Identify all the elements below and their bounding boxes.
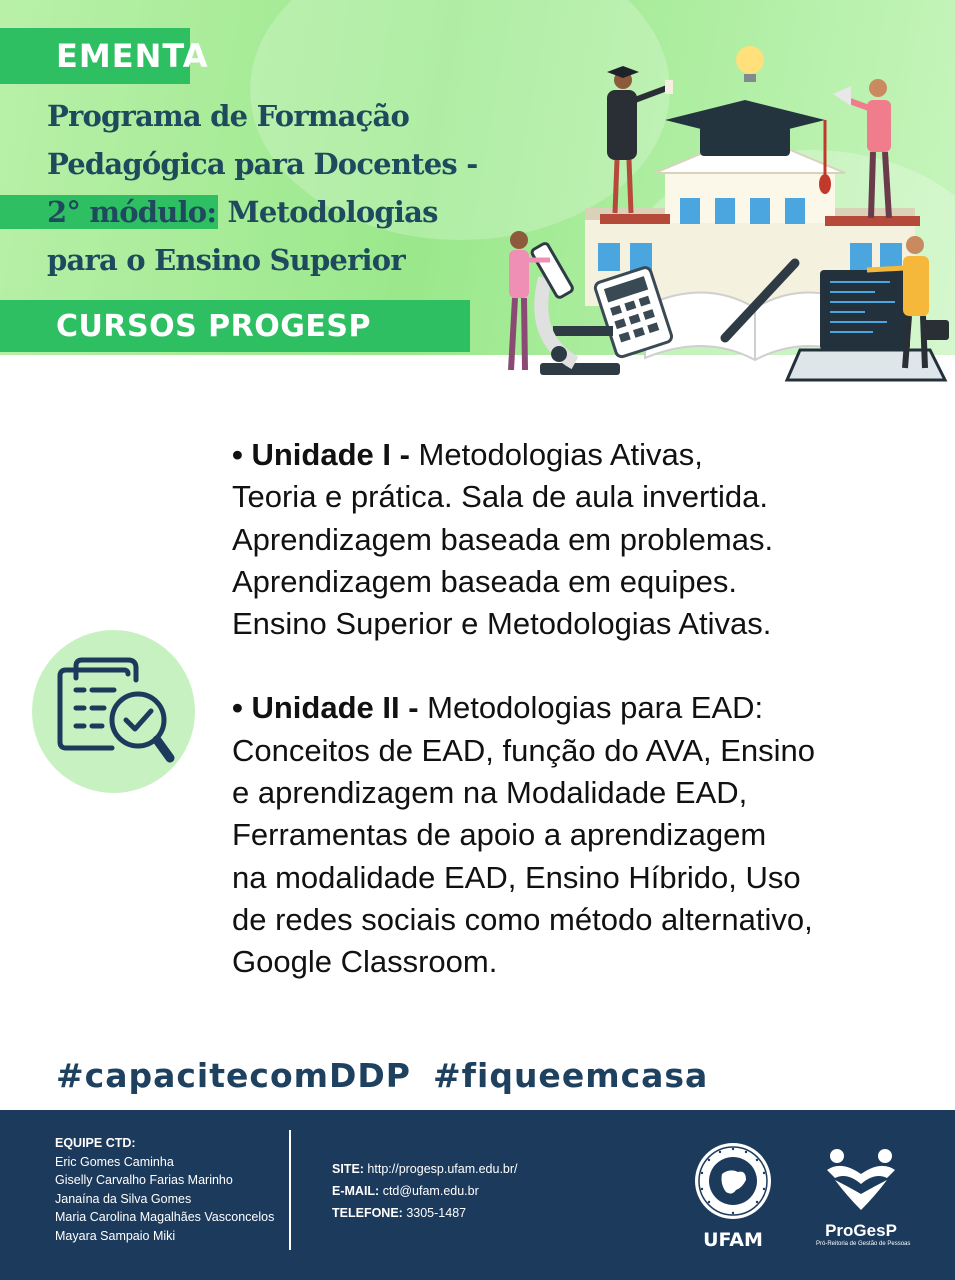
unit-1	[232, 434, 932, 645]
hashtags	[56, 1056, 708, 1095]
section-banner	[0, 300, 470, 352]
unit-text: Ferramentas de apoio a aprendizagem	[232, 817, 767, 853]
footer-divider	[289, 1130, 291, 1250]
email-link[interactable]: ctd@ufam.edu.br	[379, 1184, 479, 1198]
unit-text: Metodologias para EAD:	[418, 690, 764, 726]
hashtag: #capacitecomDDP	[56, 1056, 411, 1095]
unit-text: Aprendizagem baseada em problemas.	[232, 521, 774, 557]
unit-heading-line	[232, 687, 932, 729]
progesp-logo-icon	[821, 1140, 901, 1212]
unit-text: Teoria e prática. Sala de aula invertida.	[232, 479, 768, 515]
title-line: Programa de Formação	[47, 99, 410, 133]
team-member: Eric Gomes Caminha	[55, 1154, 174, 1169]
site-label: SITE:	[332, 1162, 364, 1176]
phone-number: 3305-1487	[402, 1206, 467, 1220]
team-member: Mayara Sampaio Miki	[55, 1228, 176, 1243]
title-line: Pedagógica para Docentes -	[47, 147, 478, 181]
team-heading: EQUIPE CTD:	[55, 1136, 136, 1150]
ufam-seal-icon	[692, 1140, 774, 1222]
site-link[interactable]: http://progesp.ufam.edu.br/	[363, 1162, 518, 1176]
progesp-name: ProGesP	[825, 1221, 897, 1240]
team-member: Giselly Carvalho Farias Marinho	[55, 1173, 233, 1188]
email-row	[332, 1180, 518, 1202]
progesp-logo	[816, 1140, 911, 1247]
team-list	[55, 1134, 274, 1246]
page-title	[47, 92, 517, 284]
section-label: CURSOS PROGESP	[56, 308, 371, 344]
contact-info	[332, 1158, 518, 1224]
unit-title: • Unidade I -	[232, 437, 410, 472]
email-label: E-MAIL:	[332, 1184, 380, 1198]
unit-text: Conceitos de EAD, função do AVA, Ensino	[232, 732, 816, 768]
site-row	[332, 1158, 518, 1180]
ementa-badge	[0, 28, 209, 84]
team-member: Maria Carolina Magalhães Vasconcelos	[55, 1210, 275, 1225]
ufam-logo	[692, 1140, 774, 1251]
phone-label: TELEFONE:	[332, 1206, 403, 1220]
unit-title: • Unidade II -	[232, 690, 419, 726]
footer	[0, 1110, 955, 1280]
title-line: para o Ensino Superior	[47, 243, 405, 277]
team-member: Janaína da Silva Gomes	[55, 1191, 192, 1206]
units-list	[232, 434, 932, 1026]
unit-text: na modalidade EAD, Ensino Híbrido, Uso	[232, 859, 801, 895]
hashtag: #fiqueemcasa	[433, 1056, 709, 1095]
progesp-subtitle: Pró-Reitoria de Gestão de Pessoas	[816, 1241, 911, 1247]
unit-text: Aprendizagem baseada em equipes.	[232, 563, 737, 599]
unit-text: Google Classroom.	[232, 944, 498, 980]
unit-2	[232, 687, 932, 983]
unit-text: de redes sociais como método alternativo,	[232, 901, 813, 937]
ementa-label: EMENTA	[56, 37, 209, 75]
title-line	[47, 188, 517, 236]
title-line-rest: Metodologias	[218, 195, 438, 229]
ufam-name: UFAM	[703, 1229, 763, 1251]
document-search-check-icon	[32, 630, 195, 793]
unit-heading-line	[232, 434, 932, 476]
education-illustration	[495, 38, 955, 388]
unit-text: Metodologias Ativas,	[409, 437, 703, 472]
title-highlight: 2° módulo:	[0, 195, 218, 229]
unit-text: Ensino Superior e Metodologias Ativas.	[232, 606, 772, 642]
phone-row	[332, 1202, 518, 1224]
unit-text: e aprendizagem na Modalidade EAD,	[232, 775, 748, 811]
